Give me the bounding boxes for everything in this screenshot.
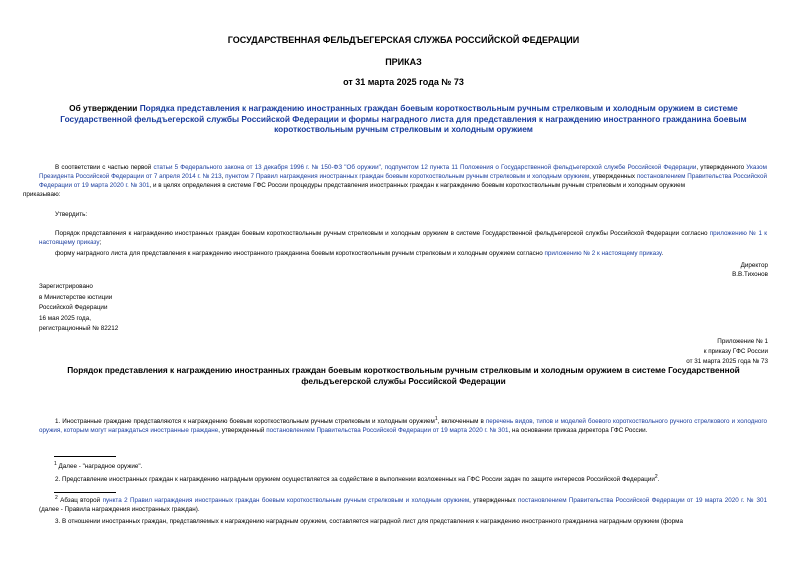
preamble-text: , [221, 173, 226, 180]
item-text: Порядок представления к награждению иностранных граждан боевым короткоствольным ручным стрелковым и холодным оружием в системе Государственной фельдъегерской службы Российской Федерации согласно [55, 230, 710, 237]
signature [732, 262, 768, 279]
appendix-line: от 31 марта 2025 года № 73 [686, 358, 768, 365]
p1-text: , включенным в [437, 418, 486, 426]
signature-name: В.В.Тихонов [732, 270, 768, 278]
paragraph-2 [39, 473, 767, 484]
registration-block [39, 282, 118, 335]
paragraph-1 [39, 415, 767, 435]
p2-text: 2. Представление иностранных граждан к награждению наградным оружием осуществляется за содействие в выполнении возложенных на ГФС России задач по защите интересов Российской Федерации [55, 476, 655, 484]
footnote-1 [54, 460, 767, 471]
p1-text: , на основании приказа директора ГФС России. [508, 427, 648, 435]
approve-label: Утвердить: [55, 211, 88, 218]
decree-link[interactable]: Указом Президента Российской Федерации от 7 апреля 2014 г. № 213 [39, 164, 767, 180]
resolution-link[interactable]: постановлением Правительства Российской Федерации от 19 марта 2020 г. № 301 [39, 173, 768, 189]
agency-name: ГОСУДАРСТВЕННАЯ ФЕЛЬДЪЕГЕРСКАЯ СЛУЖБА РОССИЙСКОЙ ФЕДЕРАЦИИ [227, 35, 580, 45]
resolution-301-link[interactable]: постановлением Правительства Российской Федерации от 19 марта 2020 г. № 301 [517, 497, 767, 505]
footnote-text: Далее - "наградное оружие". [56, 463, 143, 471]
appendix-line: Приложение № 1 [717, 338, 768, 345]
doc-date-number: от 31 марта 2025 года № 73 [343, 77, 464, 87]
document-title [50, 103, 757, 135]
approve-item-1 [39, 229, 767, 247]
item-end: . [661, 250, 664, 257]
doc-type: ПРИКАЗ [385, 57, 422, 67]
resolution-301-link[interactable]: постановлением Правительства Российской Федерации от 19 марта 2020 г. № 301 [266, 427, 509, 435]
footnote-divider [54, 492, 116, 493]
preamble-text: , и в целях определения в системе ГФС России процедуры представления иностранных граждан к награждению боевым короткоствольным ручным стрелковым и холодным оружием [149, 182, 686, 189]
title-link[interactable]: Порядка представления к награждению иностранных граждан боевым короткоствольным ручным стрелковым и холодным оружием в системе Государственной фельдъегерской службы Российской Федерации и формы наградного листа для представления к награждению иностранного гражданина боевым короткоствольным ручным стрелковым и холодным оружием [60, 103, 747, 134]
preamble-text: , утвержденного [696, 164, 747, 171]
p1-text: , утвержденный [218, 427, 267, 435]
footnote-ref-1[interactable]: 1 [434, 416, 438, 422]
footnote-mark: 1 [54, 461, 57, 467]
footnote-text: Абзац второй [57, 497, 103, 505]
appendix-title: Порядок представления к награждению иностранных граждан боевым короткоствольным ручным стрелковым и холодным оружием в системе Государственной фельдъегерской службы Российской Федерации [67, 365, 740, 386]
footnote-divider [54, 456, 116, 457]
registration-line: Российской Федерации [39, 304, 108, 311]
appendix-line: к приказу ГФС России [703, 348, 768, 355]
registration-line: Зарегистрировано [39, 283, 93, 290]
footnote-text: (далее - Правила награждения иностранных граждан). [39, 506, 200, 514]
order-word: приказываю: [23, 191, 61, 198]
registration-line: регистрационный № 82212 [39, 325, 119, 332]
approve-item-2 [39, 249, 767, 258]
item-text: форму наградного листа для представления к награждению иностранного гражданина боевым короткоствольным ручным стрелковым и холодным оружием согласно [55, 250, 545, 257]
appendix-1-link[interactable]: приложению № 1 к настоящему приказу [39, 230, 767, 246]
weapons-list-link[interactable]: перечень видов, типов и моделей боевого короткоствольного ручного стрелкового и холодного оружия, которым могут награждаться иностранные граждане [39, 418, 768, 435]
p2-text: . [657, 476, 660, 484]
appendix-header [686, 337, 768, 367]
law-link[interactable]: статьи 5 Федерального закона от 13 декабря 1996 г. № 150-ФЗ "Об оружии", подпунктом 12 пункта 11 Положения о Государственной фельдъегерской службе Российской Федерации [153, 164, 697, 171]
rules-link[interactable]: пунктом 7 Правил награждения иностранных граждан боевым короткоствольным ручным стрелковым и холодным оружием [225, 173, 590, 180]
p1-text: 1. Иностранные граждане представляются к награждению боевым короткоствольным ручным стрелковым и холодным оружием [55, 418, 435, 426]
footnote-text: , утвержденных [469, 497, 518, 505]
registration-line: 16 мая 2025 года, [39, 314, 91, 322]
item-end: ; [99, 239, 102, 246]
signature-position: Директор [740, 262, 768, 269]
paragraph-3: 3. В отношении иностранных граждан, представляемых к награждению наградным оружием, составляется наградной лист для представления к награждению иностранного гражданина наградным оружием (форма [55, 518, 683, 525]
footnote-ref-2[interactable]: 2 [654, 474, 658, 480]
preamble-text: , утвержденных [589, 173, 637, 180]
footnote-mark: 2 [55, 495, 58, 501]
preamble [23, 163, 768, 199]
title-prefix: Об утверждении [69, 103, 140, 113]
registration-line: в Министерстве юстиции [39, 293, 113, 301]
appendix-2-link[interactable]: приложению № 2 к настоящему приказу [544, 250, 662, 257]
preamble-text: В соответствии с частью первой [55, 164, 154, 171]
rules-point-2-link[interactable]: пункта 2 Правил награждения иностранных граждан боевым короткоствольным ручным стрелковым и холодным оружием [102, 497, 470, 505]
footnote-2 [39, 494, 767, 514]
